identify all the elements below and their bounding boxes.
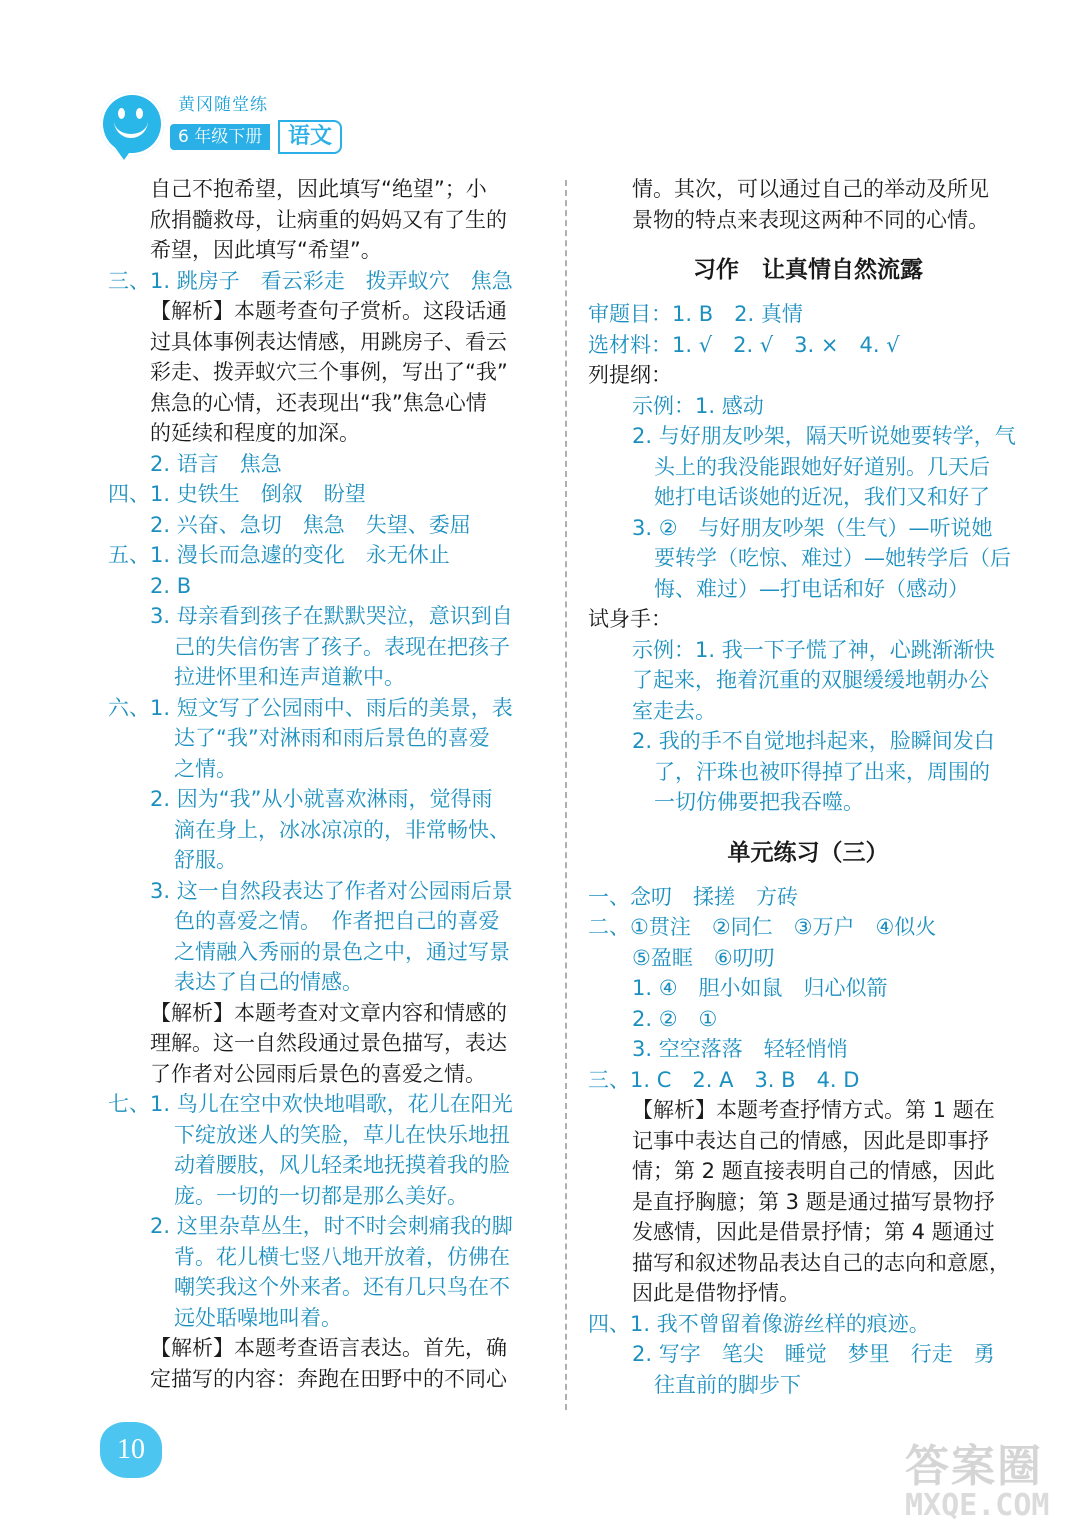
text-line: 2. 我的手不自觉地抖起来，脸瞬间发白 <box>632 729 995 753</box>
text-line: 七、1. 鸟儿在空中欢快地唱歌，花儿在阳光 <box>108 1092 513 1116</box>
text-line: 头上的我没能跟她好好道别。几天后 <box>654 454 990 479</box>
text-line: ⑤盈眶 ⑥叨叨 <box>632 945 775 970</box>
text-line: 欣捐髓救母，让病重的妈妈又有了生的 <box>150 207 507 232</box>
text-line: 2. 语言 焦急 <box>150 451 282 476</box>
text-line: 试身手： <box>588 607 672 631</box>
text-line: 了起来，拖着沉重的双腿缓缓地朝办公 <box>632 668 989 692</box>
text-line: 动着腰肢，风儿轻柔地抚摸着我的脸 <box>174 1153 510 1177</box>
text-line: 理解。这一自然段通过景色描写，表达 <box>150 1031 507 1055</box>
text-line: 色的喜爱之情。 作者把自己的喜爱 <box>174 909 500 933</box>
text-line: 3. 这一自然段表达了作者对公园雨后景 <box>150 878 513 903</box>
text-line: 定描写的内容：奔跑在田野中的不同心 <box>150 1366 507 1391</box>
text-line: 记事中表达自己的情感，因此是即事抒 <box>632 1128 989 1153</box>
text-line: 示例：1. 我一下子慌了神，心跳渐渐快 <box>632 637 995 662</box>
text-line: 她打电话谈她的近况，我们又和好了 <box>654 485 990 509</box>
text-line: 审题目：1. B 2. 真情 <box>588 302 803 326</box>
text-line: 嘲笑我这个外来者。还有几只鸟在不 <box>174 1275 510 1299</box>
text-line: 四、1. 我不曾留着像游丝样的痕迹。 <box>588 1311 930 1336</box>
text-line: 要转学（吃惊、难过）—她转学后（后 <box>654 546 1011 570</box>
section-title-writing: 习作 让真情自然流露 <box>693 257 923 283</box>
text-line: 描写和叙述物品表达自己的志向和意愿， <box>632 1250 1010 1275</box>
text-line: 情；第 2 题直接表明自己的情感，因此 <box>632 1159 995 1183</box>
text-line: 一切仿佛要把我吞噬。 <box>654 790 864 814</box>
text-line: 景物的特点来表现这两种不同的心情。 <box>632 207 989 232</box>
watermark-text: 答案圈 <box>905 1441 1043 1492</box>
text-line: 情。其次，可以通过自己的举动及所见 <box>632 177 989 201</box>
text-line: 四、1. 史铁生 倒叙 盼望 <box>108 482 366 506</box>
text-line: 过具体事例表达情感，用跳房子、看云 <box>150 329 507 354</box>
text-line: 3. ② 与好朋友吵架（生气）—听说她 <box>632 515 993 540</box>
text-line: 达了“我”对淋雨和雨后景色的喜爱 <box>174 726 490 750</box>
watermark-logo <box>905 1430 1055 1528</box>
text-line: 2. 写字 笔尖 睡觉 梦里 行走 勇 <box>632 1342 995 1366</box>
text-line: 悔、难过）—打电话和好（感动） <box>654 576 969 601</box>
text-line: 自己不抱希望，因此填写“绝望”；小 <box>150 177 487 201</box>
text-line: 彩走、拨弄蚁穴三个事例，写出了“我” <box>150 360 508 384</box>
text-line: 己的失信伤害了孩子。表现在把孩子 <box>174 634 510 659</box>
text-line: 二、①贯注 ②同仁 ③万户 ④似火 <box>588 915 937 939</box>
text-line: 【解析】本题考查对文章内容和情感的 <box>150 1000 507 1025</box>
text-line: 【解析】本题考查句子赏析。这段话通 <box>150 299 507 323</box>
text-line: 了，汗珠也被吓得掉了出来，周围的 <box>654 759 990 784</box>
text-line: 之情。 <box>174 756 237 781</box>
text-line: 【解析】本题考查抒情方式。第 1 题在 <box>632 1098 995 1122</box>
text-line: 表达了自己的情感。 <box>174 970 363 994</box>
text-line: 因此是借物抒情。 <box>632 1281 800 1305</box>
subject-label: 语文 <box>278 120 342 154</box>
text-line: 选材料：1. √ 2. √ 3. × 4. √ <box>588 332 900 357</box>
text-line: 六、1. 短文写了公园雨中、雨后的美景，表 <box>108 695 513 720</box>
text-line: 【解析】本题考查语言表达。首先，确 <box>150 1336 507 1360</box>
text-line: 2. 因为“我”从小就喜欢淋雨，觉得雨 <box>150 787 493 811</box>
text-line: 焦急的心情，还表现出“我”焦急心情 <box>150 390 487 415</box>
text-line: 是直抒胸臆；第 3 题是通过描写景物抒 <box>632 1189 995 1214</box>
text-line: 一、念叨 揉搓 方砖 <box>588 884 798 909</box>
text-line: 2. B <box>150 573 192 598</box>
text-line: 了作者对公园雨后景色的喜爱之情。 <box>150 1061 486 1086</box>
text-line: 室走去。 <box>632 698 716 723</box>
text-line: 示例：1. 感动 <box>632 393 764 418</box>
text-line: 往直前的脚步下 <box>654 1372 801 1397</box>
text-line: 舒服。 <box>174 848 237 872</box>
text-line: 列提纲： <box>588 363 672 387</box>
column-divider <box>565 180 567 1410</box>
text-line: 的延续和程度的加深。 <box>150 421 360 445</box>
grade-label: 6 年级下册 <box>170 124 270 150</box>
text-line: 2. 兴奋、急切 焦急 失望、委屈 <box>150 512 471 537</box>
text-line: 拉进怀里和连声道歉中。 <box>174 665 405 689</box>
text-line: 3. 母亲看到孩子在默默哭泣，意识到自 <box>150 604 513 628</box>
text-line: 远处聒噪地叫着。 <box>174 1305 342 1330</box>
text-line: 2. 与好朋友吵架，隔天听说她要转学，气 <box>632 424 1016 448</box>
watermark-url: MXQE.COM <box>905 1488 1050 1523</box>
right-column <box>588 174 1028 1400</box>
text-line: 背。花儿横七竖八地开放着，仿佛在 <box>174 1244 510 1269</box>
text-line: 发感情，因此是借景抒情；第 4 题通过 <box>632 1220 995 1244</box>
text-line: 三、1. 跳房子 看云彩走 拨弄蚁穴 焦急 <box>108 268 513 293</box>
text-line: 下绽放迷人的笑脸，草儿在快乐地扭 <box>174 1122 510 1147</box>
book-header <box>100 88 360 168</box>
text-line: 滴在身上，冰冰凉凉的，非常畅快、 <box>174 817 510 842</box>
text-line: 三、1. C 2. A 3. B 4. D <box>588 1067 860 1092</box>
text-line: 庞。一切的一切都是那么美好。 <box>174 1183 468 1208</box>
section-title-unit-exercise: 单元练习（三） <box>727 839 889 866</box>
text-line: 3. 空空落落 轻轻悄悄 <box>632 1037 848 1061</box>
text-line: 2. 这里杂草丛生，时不时会刺痛我的脚 <box>150 1214 513 1238</box>
series-title: 黄冈随堂练 <box>178 95 268 115</box>
text-line: 2. ② ① <box>632 1006 718 1031</box>
text-line: 1. ④ 胆小如鼠 归心似箭 <box>632 976 888 1000</box>
left-column <box>108 174 548 1394</box>
page-number: 10 <box>100 1422 162 1478</box>
text-line: 希望，因此填写“希望”。 <box>150 238 382 262</box>
text-line: 五、1. 漫长而急遽的变化 永无休止 <box>108 543 450 567</box>
text-line: 之情融入秀丽的景色之中，通过写景 <box>174 939 510 964</box>
